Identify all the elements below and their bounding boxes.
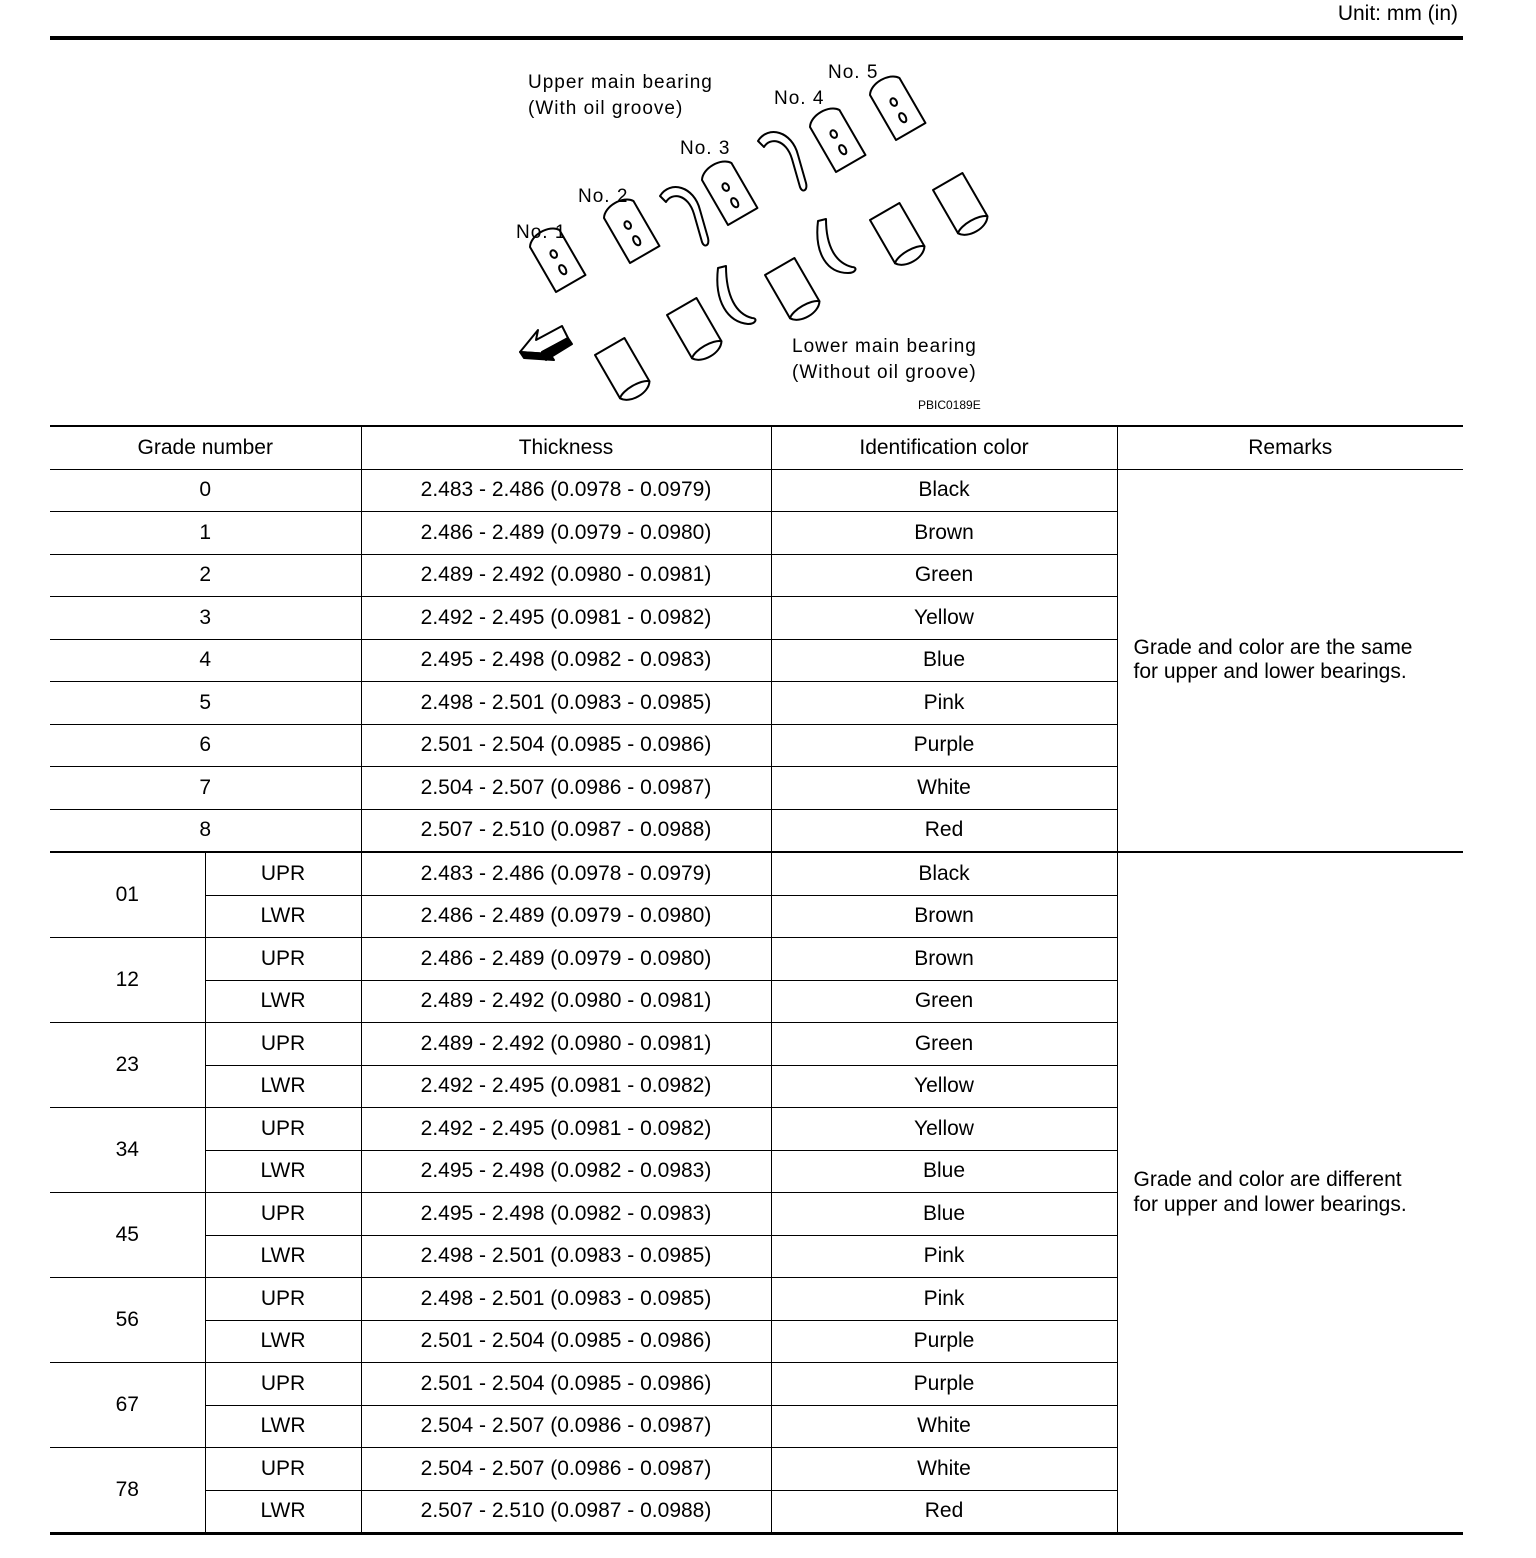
lower-bearing-label: Lower main bearing (Without oil groove) (792, 336, 977, 383)
thickness-cell: 2.501 - 2.504 (0.0985 - 0.0986) (361, 724, 771, 767)
thickness-cell: 2.486 - 2.489 (0.0979 - 0.0980) (361, 512, 771, 555)
color-cell: White (771, 767, 1117, 810)
position-cell: LWR (205, 895, 361, 938)
header-thickness: Thickness (361, 426, 771, 469)
label-no-1: No. 1 (516, 222, 567, 243)
color-cell: Brown (771, 938, 1117, 981)
thickness-cell: 2.492 - 2.495 (0.0981 - 0.0982) (361, 597, 771, 640)
thickness-cell: 2.495 - 2.498 (0.0982 - 0.0983) (361, 1193, 771, 1236)
grade-cell: 7 (50, 767, 361, 810)
color-cell: Yellow (771, 597, 1117, 640)
position-cell: LWR (205, 1150, 361, 1193)
lower-thrust-washer-2 (817, 219, 855, 273)
grade-cell: 5 (50, 682, 361, 725)
grade-cell: 1 (50, 512, 361, 555)
thickness-cell: 2.495 - 2.498 (0.0982 - 0.0983) (361, 639, 771, 682)
grade-cell: 4 (50, 639, 361, 682)
header-identification-color: Identification color (771, 426, 1117, 469)
thickness-cell: 2.483 - 2.486 (0.0978 - 0.0979) (361, 469, 771, 512)
thickness-cell: 2.498 - 2.501 (0.0983 - 0.0985) (361, 682, 771, 725)
position-cell: LWR (205, 1065, 361, 1108)
grade-cell: 0 (50, 469, 361, 512)
color-cell: Green (771, 554, 1117, 597)
thickness-cell: 2.483 - 2.486 (0.0978 - 0.0979) (361, 852, 771, 895)
color-cell: Red (771, 809, 1117, 852)
label-no-4: No. 4 (774, 88, 825, 109)
color-cell: Black (771, 469, 1117, 512)
upper-bearing-label: Upper main bearing (With oil groove) (528, 72, 713, 119)
upper-thrust-washer-1 (660, 187, 708, 245)
color-cell: White (771, 1405, 1117, 1448)
figure-code: PBIC0189E (918, 398, 981, 412)
pair-grade-cell: 23 (50, 1023, 205, 1108)
position-cell: UPR (205, 1363, 361, 1406)
color-cell: Purple (771, 1363, 1117, 1406)
pair-grade-cell: 67 (50, 1363, 205, 1448)
pair-grade-cell: 56 (50, 1278, 205, 1363)
color-cell: Purple (771, 1320, 1117, 1363)
thickness-cell: 2.501 - 2.504 (0.0985 - 0.0986) (361, 1320, 771, 1363)
lower-bearing-1 (595, 338, 653, 405)
grade-cell: 2 (50, 554, 361, 597)
remarks-same: Grade and color are the same for upper and lower bearings. (1117, 469, 1463, 852)
front-arrow-icon (520, 326, 572, 360)
color-cell: Pink (771, 1278, 1117, 1321)
lower-bearing-2 (667, 298, 725, 365)
thickness-cell: 2.486 - 2.489 (0.0979 - 0.0980) (361, 938, 771, 981)
pair-grade-cell: 78 (50, 1448, 205, 1534)
unit-label: Unit: mm (in) (1337, 2, 1458, 25)
position-cell: LWR (205, 980, 361, 1023)
grade-cell: 8 (50, 809, 361, 852)
color-cell: Brown (771, 895, 1117, 938)
thickness-cell: 2.489 - 2.492 (0.0980 - 0.0981) (361, 980, 771, 1023)
remarks-different: Grade and color are different for upper and lower bearings. (1117, 852, 1463, 1534)
thickness-cell: 2.504 - 2.507 (0.0986 - 0.0987) (361, 1448, 771, 1491)
position-cell: LWR (205, 1405, 361, 1448)
lower-thrust-washer-1 (717, 266, 755, 324)
table-row (50, 852, 1463, 895)
bearing-figure (50, 40, 1463, 426)
grade-cell: 3 (50, 597, 361, 640)
color-cell: Brown (771, 512, 1117, 555)
pair-grade-cell: 34 (50, 1108, 205, 1193)
lower-bearing-3 (765, 258, 823, 325)
lower-bearing-4 (870, 203, 928, 270)
upper-bearing-4 (806, 104, 865, 173)
thickness-cell: 2.507 - 2.510 (0.0987 - 0.0988) (361, 809, 771, 852)
label-no-2: No. 2 (578, 186, 629, 207)
position-cell: UPR (205, 1023, 361, 1066)
position-cell: UPR (205, 852, 361, 895)
thickness-cell: 2.504 - 2.507 (0.0986 - 0.0987) (361, 1405, 771, 1448)
position-cell: UPR (205, 1448, 361, 1491)
thickness-cell: 2.486 - 2.489 (0.0979 - 0.0980) (361, 895, 771, 938)
position-cell: UPR (205, 1193, 361, 1236)
position-cell: LWR (205, 1490, 361, 1534)
label-no-5: No. 5 (828, 62, 879, 83)
lower-bearing-5 (933, 173, 991, 240)
header-grade-number: Grade number (50, 426, 361, 469)
upper-thrust-washer-2 (758, 132, 806, 190)
color-cell: Blue (771, 1193, 1117, 1236)
color-cell: Red (771, 1490, 1117, 1534)
thickness-cell: 2.495 - 2.498 (0.0982 - 0.0983) (361, 1150, 771, 1193)
thickness-cell: 2.501 - 2.504 (0.0985 - 0.0986) (361, 1363, 771, 1406)
position-cell: UPR (205, 938, 361, 981)
thickness-cell: 2.492 - 2.495 (0.0981 - 0.0982) (361, 1065, 771, 1108)
thickness-cell: 2.489 - 2.492 (0.0980 - 0.0981) (361, 554, 771, 597)
pair-grade-cell: 01 (50, 852, 205, 938)
color-cell: Pink (771, 682, 1117, 725)
label-no-3: No. 3 (680, 138, 731, 159)
color-cell: Blue (771, 639, 1117, 682)
bearing-grade-table (50, 425, 1463, 1535)
header-remarks: Remarks (1117, 426, 1463, 469)
position-cell: LWR (205, 1235, 361, 1278)
thickness-cell: 2.504 - 2.507 (0.0986 - 0.0987) (361, 767, 771, 810)
color-cell: Yellow (771, 1065, 1117, 1108)
color-cell: Blue (771, 1150, 1117, 1193)
table-header-row (50, 426, 1463, 469)
color-cell: Green (771, 1023, 1117, 1066)
position-cell: UPR (205, 1108, 361, 1151)
thickness-cell: 2.492 - 2.495 (0.0981 - 0.0982) (361, 1108, 771, 1151)
color-cell: Purple (771, 724, 1117, 767)
grade-cell: 6 (50, 724, 361, 767)
thickness-cell: 2.489 - 2.492 (0.0980 - 0.0981) (361, 1023, 771, 1066)
pair-grade-cell: 45 (50, 1193, 205, 1278)
position-cell: LWR (205, 1320, 361, 1363)
color-cell: Black (771, 852, 1117, 895)
upper-bearing-3 (698, 157, 757, 226)
table-row (50, 469, 1463, 512)
color-cell: White (771, 1448, 1117, 1491)
color-cell: Yellow (771, 1108, 1117, 1151)
bearing-illustration (50, 40, 1463, 426)
position-cell: UPR (205, 1278, 361, 1321)
color-cell: Green (771, 980, 1117, 1023)
pair-grade-cell: 12 (50, 938, 205, 1023)
thickness-cell: 2.498 - 2.501 (0.0983 - 0.0985) (361, 1278, 771, 1321)
color-cell: Pink (771, 1235, 1117, 1278)
thickness-cell: 2.498 - 2.501 (0.0983 - 0.0985) (361, 1235, 771, 1278)
thickness-cell: 2.507 - 2.510 (0.0987 - 0.0988) (361, 1490, 771, 1534)
